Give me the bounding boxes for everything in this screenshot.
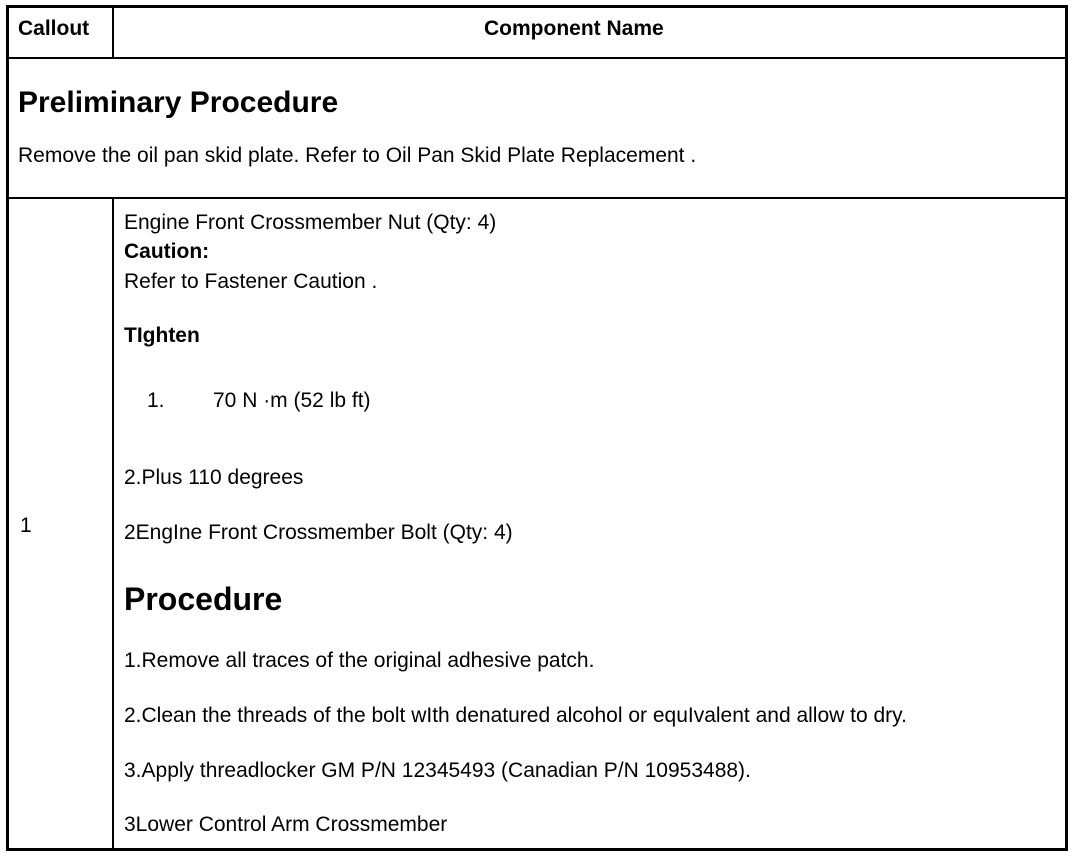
- component-nut: Engine Front Crossmember Nut (Qty: 4): [124, 211, 497, 234]
- procedure-step-3: 3.Apply threadlocker GM P/N 12345493 (Canadian P/N 10953488).: [124, 759, 751, 782]
- caution-label: Caution:: [124, 240, 210, 263]
- step1-number: 1.: [147, 389, 165, 412]
- header-divider: [8, 57, 1066, 59]
- procedure-step-1: 1.Remove all traces of the original adhesive patch.: [124, 649, 595, 672]
- procedure-step-2: 2.Clean the threads of the bolt wIth denatured alcohol or equIvalent and allow to dry.: [124, 704, 907, 727]
- component-bolt: 2EngIne Front Crossmember Bolt (Qty: 4): [124, 521, 513, 544]
- tighten-label: TIghten: [124, 324, 200, 347]
- preliminary-divider: [8, 197, 1066, 199]
- callout-header: Callout: [18, 17, 90, 40]
- callout-divider-top: [112, 8, 114, 58]
- preliminary-heading: Preliminary Procedure: [18, 86, 339, 119]
- component-name-header: Component Name: [484, 17, 664, 40]
- step2-text: 2.Plus 110 degrees: [124, 466, 304, 489]
- component-control-arm: 3Lower Control Arm Crossmember: [124, 813, 448, 836]
- preliminary-text: Remove the oil pan skid plate. Refer to Oil Pan Skid Plate Replacement .: [18, 144, 697, 167]
- caution-text: Refer to Fastener Caution .: [124, 270, 378, 293]
- procedure-heading: Procedure: [124, 581, 283, 617]
- step1-value: 70 N ·m (52 lb ft): [213, 389, 371, 412]
- callout-number: 1: [20, 514, 32, 537]
- callout-divider-body: [112, 198, 114, 848]
